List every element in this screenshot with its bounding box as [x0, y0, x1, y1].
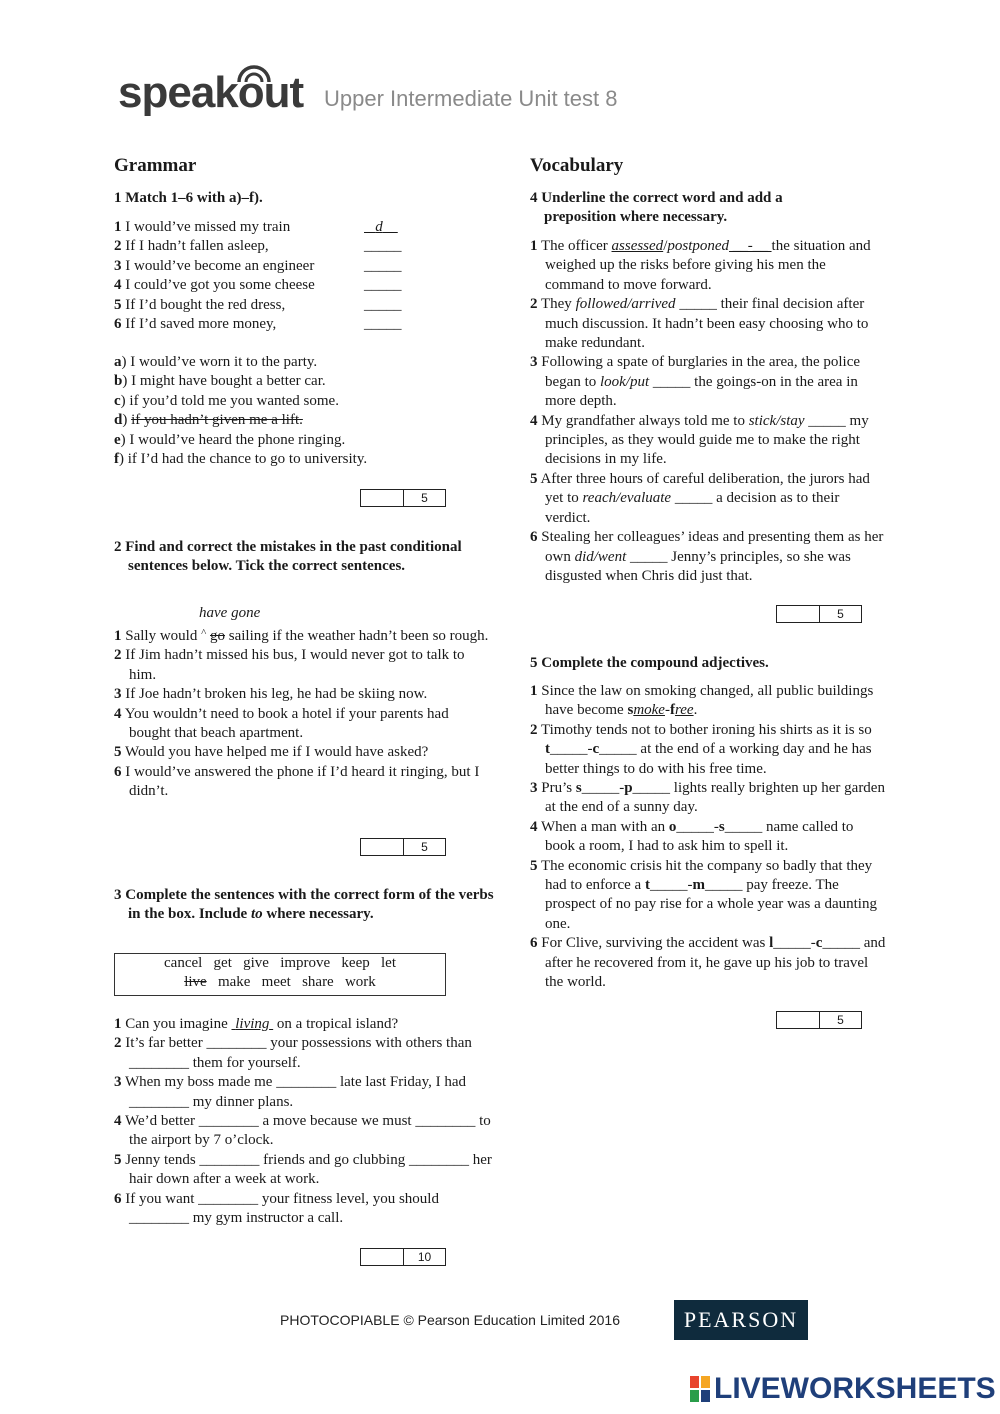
task2-score-box	[360, 838, 446, 856]
list-item: 2 It’s far better ________ your possessions with others than ________ them for yourself.	[114, 1035, 472, 1071]
list-item: 2 They followed/arrived _____ their final decision after much discussion. It hadn’t been easy choosing who to make redundant.	[530, 296, 869, 352]
list-item: 6 Stealing her colleagues’ ideas and presenting them as her own did/went _____ Jenny’s principles, so she was disgusted when Chris did just that.	[530, 529, 884, 584]
pearson-logo: PEARSON	[674, 1300, 808, 1340]
list-item: 5 The economic crisis hit the company so badly that they had to enforce a t_____-m_____ pay freeze. The prospect of no pay rise for a whole year was a daunting one.	[530, 857, 877, 932]
liveworksheets-logo: LIVEWORKSHEETS	[690, 1372, 996, 1406]
list-item: 1 Since the law on smoking changed, all public buildings have become smoke-free.	[530, 683, 874, 719]
list-item: 2 If Jim hadn’t missed his bus, I would never got to talk to him.	[114, 647, 465, 683]
list-item: 5 After three hours of careful deliberation, the jurors had yet to reach/evaluate _____ a decision as to their verdict.	[530, 470, 870, 526]
task5-score-box	[776, 1011, 862, 1029]
list-item: 6 If you want ________ your fitness level, you should ________ my gym instructor a call.	[114, 1190, 439, 1227]
list-item: 4 When a man with an o_____-s_____ name called to book a room, I had to ask him to spell it.	[530, 818, 854, 855]
task3-instruction: 3 Complete the sentences with the correct form of the verbs in the box. Include to where necessary.	[114, 887, 494, 923]
list-item: 4 My grandfather always told me to stick/stay _____ my principles, as they would guide me to make the right decisions in my life.	[530, 412, 869, 468]
score-total: 5	[837, 1013, 844, 1027]
list-item: 5 Would you have helped me if I would have asked?	[114, 744, 429, 761]
option-item: e) I would’ve heard the phone ringing.	[114, 431, 346, 448]
liveworksheets-icon	[690, 1376, 710, 1402]
task4-score-box	[776, 605, 862, 623]
task4-items	[530, 237, 886, 586]
list-item: 6 I would’ve answered the phone if I’d heard it ringing, but I didn’t.	[114, 763, 480, 800]
list-item: 3 Following a spate of burglaries in the area, the police began to look/put _____ the goings-on in the area in more depth.	[530, 354, 861, 410]
score-total: 10	[417, 1250, 432, 1264]
list-item: 3 When my boss made me ________ late last Friday, I had ________ my dinner plans.	[114, 1074, 467, 1110]
score-total: 5	[421, 491, 428, 505]
task5-instruction: 5 Complete the compound adjectives.	[530, 655, 769, 671]
list-item: 1 Sally would ^ go sailing if the weather hadn’t been so rough.	[114, 627, 489, 644]
answer-blank[interactable]: living	[235, 1016, 270, 1032]
option-item: f) if I’d had the chance to go to university.	[114, 451, 368, 468]
score-input[interactable]	[777, 1012, 820, 1028]
task1-instruction: 1 Match 1–6 with a)–f).	[114, 190, 263, 206]
list-item: 4 You wouldn’t need to book a hotel if your parents had bought that beach apartment.	[114, 705, 449, 742]
grammar-title: Grammar	[114, 155, 197, 176]
option-item: b) I might have bought a better car.	[114, 373, 326, 390]
list-item: 3 Pru’s s_____-p_____ lights really brighten up her garden at the end of a sunny day.	[530, 780, 885, 816]
answer-blank[interactable]: _____	[364, 296, 402, 313]
vocabulary-title: Vocabulary	[530, 155, 624, 176]
answer-blank[interactable]: _____	[364, 238, 402, 255]
task2-items	[114, 624, 494, 802]
score-input[interactable]	[361, 839, 404, 855]
task2-correction: have gone	[199, 605, 261, 621]
task3-items	[114, 1015, 494, 1228]
speakout-logo: speakout	[118, 68, 304, 117]
list-item: 4 I could’ve got you some cheese _____	[114, 276, 494, 295]
list-item: 5 Jenny tends ________ friends and go clubbing ________ her hair down after a week at work.	[114, 1151, 492, 1188]
score-total: 5	[421, 840, 428, 854]
list-item: 2 Timothy tends not to bother ironing his shirts as it is so t_____-c_____ at the end of a working day and he has better things to do with his free time.	[530, 721, 872, 777]
score-input[interactable]	[361, 1249, 404, 1265]
score-input[interactable]	[361, 490, 404, 506]
list-item: 4 We’d better ________ a move because we must ________ to the airport by 7 o’clock.	[114, 1113, 491, 1149]
copyright-text: PHOTOCOPIABLE © Pearson Education Limited 2016	[280, 1312, 621, 1328]
answer-blank[interactable]: _____	[364, 277, 402, 294]
option-item: d) if you hadn’t given me a lift.	[114, 412, 303, 429]
list-item: 6 If I’d saved more money, _____	[114, 315, 494, 334]
list-item: 6 For Clive, surviving the accident was l_____-c_____ and after he recovered from it, he gave up his job to travel the world.	[530, 935, 886, 991]
list-item: 3 If Joe hadn’t broken his leg, he had be skiing now.	[114, 686, 428, 703]
answer-blank[interactable]: d	[375, 219, 383, 235]
list-item: 3 I would’ve become an engineer _____	[114, 257, 494, 276]
answer-blank[interactable]: _____	[364, 316, 402, 333]
score-total: 5	[837, 607, 844, 621]
speakout-logo-arc-icon	[236, 62, 272, 84]
score-input[interactable]	[777, 606, 820, 622]
option-item: c) if you’d told me you wanted some.	[114, 392, 339, 409]
word-box: cancel get give improve keep let live make meet share work	[114, 953, 446, 996]
task2-instruction: 2 Find and correct the mistakes in the past conditional sentences below. Tick the correct sentences.	[114, 539, 462, 575]
list-item: 1 I would’ve missed my train d	[114, 218, 494, 237]
test-subtitle: Upper Intermediate Unit test 8	[324, 86, 618, 111]
task1-options	[114, 353, 494, 469]
option-item: a) I would’ve worn it to the party.	[114, 354, 318, 370]
task5-items	[530, 682, 886, 993]
task3-score-box	[360, 1248, 446, 1266]
list-item: 1 The officer assessed/postponed __-__ the situation and weighed up the risks before giving his men the command to move forward.	[530, 238, 871, 293]
list-item: 5 If I’d bought the red dress, _____	[114, 296, 494, 315]
list-item: 2 If I hadn’t fallen asleep, _____	[114, 237, 494, 256]
answer-blank[interactable]: _____	[364, 257, 402, 274]
list-item: 1 Can you imagine living on a tropical island?	[114, 1016, 399, 1032]
task4-instruction: 4 Underline the correct word and add a preposition where necessary.	[530, 190, 783, 226]
task1-score-box	[360, 489, 446, 507]
task1-items	[114, 218, 494, 334]
